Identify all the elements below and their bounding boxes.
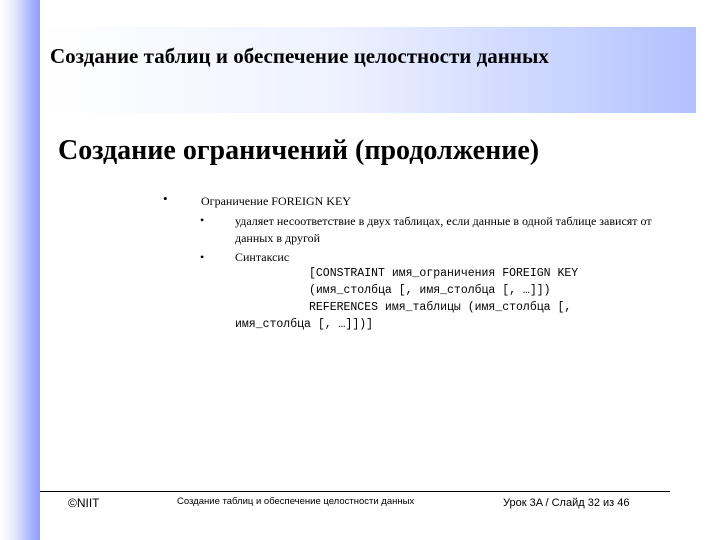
syntax-line: имя_столбца [, …]])] [235, 318, 374, 331]
syntax-line: (имя_столбца [, имя_столбца [, …]]) [309, 284, 551, 297]
slide-title: Создание ограничений (продолжение) [58, 135, 540, 166]
footer-copyright: ©NIIT [68, 496, 100, 510]
header-title: Создание таблиц и обеспечение целостности данных [50, 44, 549, 68]
bullet-description: удаляет несоответствие в двух таблицах, если данные в одной таблице зависят от данных в другой [235, 214, 652, 245]
syntax-line: [CONSTRAINT имя_ограничения FOREIGN KEY [309, 267, 579, 280]
bullet-icon: • [200, 250, 205, 264]
footer-slide-number: Урок 3A / Слайд 32 из 46 [503, 497, 630, 509]
bullet-syntax: Синтаксис [235, 250, 290, 264]
syntax-line: REFERENCES имя_таблицы (имя_столбца [, [309, 301, 572, 314]
footer-divider [40, 491, 670, 492]
footer-course-title: Создание таблиц и обеспечение целостности данных [177, 496, 415, 507]
bullet-icon: • [200, 213, 205, 227]
bullet-icon: • [163, 191, 168, 206]
left-decorative-stripe [0, 0, 40, 540]
bullet-foreign-key: Ограничение FOREIGN KEY [201, 194, 351, 208]
